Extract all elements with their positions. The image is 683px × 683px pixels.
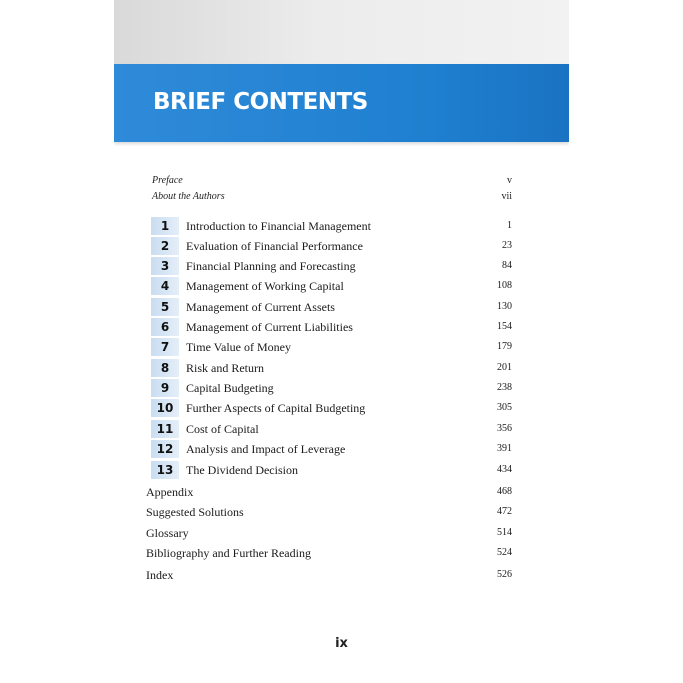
chapter-title: Time Value of Money [186,340,291,354]
chapter-title: Management of Working Capital [186,279,344,293]
chapter-entry [151,237,512,256]
chapter-title: Financial Planning and Forecasting [186,259,356,273]
chapter-title: Capital Budgeting [186,381,274,395]
entry-label: Bibliography and Further Reading [146,546,311,560]
entry-label: Glossary [146,526,189,540]
chapter-title: Management of Current Assets [186,300,335,314]
chapter-page: 179 [497,341,512,352]
chapter-page: 84 [502,260,512,271]
chapter-title: The Dividend Decision [186,463,298,477]
chapter-entry [151,277,512,296]
chapter-page: 356 [497,423,512,434]
chapter-page: 1 [507,220,512,231]
chapter-title: Management of Current Liabilities [186,320,353,334]
chapter-number: 13 [151,461,179,479]
chapter-number: 4 [151,277,179,295]
chapter-title: Further Aspects of Capital Budgeting [186,401,366,415]
chapter-entry [151,440,512,459]
chapter-number: 8 [151,359,179,377]
entry-label: About the Authors [152,191,225,202]
chapter-entry [151,318,512,337]
chapter-number: 3 [151,257,179,275]
chapter-number: 6 [151,318,179,336]
chapter-title: Evaluation of Financial Performance [186,239,363,253]
chapter-entry [151,298,512,317]
entry-label: Index [146,568,174,582]
page-title: BRIEF CONTENTS [153,89,368,115]
chapter-entry [151,379,512,398]
top-shade [114,0,569,64]
entry-page: vii [501,191,512,202]
chapter-entry [151,420,512,439]
chapter-entry [151,338,512,357]
chapter-page: 391 [497,443,512,454]
chapter-entry [151,461,512,480]
chapter-page: 23 [502,240,512,251]
chapter-page: 108 [497,280,512,291]
book-page [114,0,569,683]
chapter-entry [151,359,512,378]
chapter-page: 201 [497,362,512,373]
chapter-page: 238 [497,382,512,393]
chapter-number: 9 [151,379,179,397]
chapter-page: 305 [497,402,512,413]
chapter-title: Analysis and Impact of Leverage [186,442,346,456]
entry-label: Preface [152,175,183,186]
page-number: ix [335,636,348,651]
chapter-page: 130 [497,301,512,312]
entry-page: 472 [497,506,512,517]
chapter-number: 11 [151,420,179,438]
entry-label: Suggested Solutions [146,505,244,519]
chapter-entry [151,257,512,276]
chapter-number: 7 [151,338,179,356]
chapter-entry [151,217,512,236]
entry-page: 524 [497,547,512,558]
chapter-number: 1 [151,217,179,235]
entry-page: v [507,175,512,186]
chapter-number: 2 [151,237,179,255]
chapter-number: 5 [151,298,179,316]
entry-label: Appendix [146,485,194,499]
chapter-entry [151,399,512,418]
chapter-page: 154 [497,321,512,332]
chapter-title: Cost of Capital [186,422,259,436]
chapter-title: Risk and Return [186,361,264,375]
chapter-number: 12 [151,440,179,458]
entry-page: 468 [497,486,512,497]
chapter-page: 434 [497,464,512,475]
entry-page: 514 [497,527,512,538]
header-banner [114,64,569,142]
chapter-number: 10 [151,399,179,417]
chapter-title: Introduction to Financial Management [186,219,371,233]
entry-page: 526 [497,569,512,580]
